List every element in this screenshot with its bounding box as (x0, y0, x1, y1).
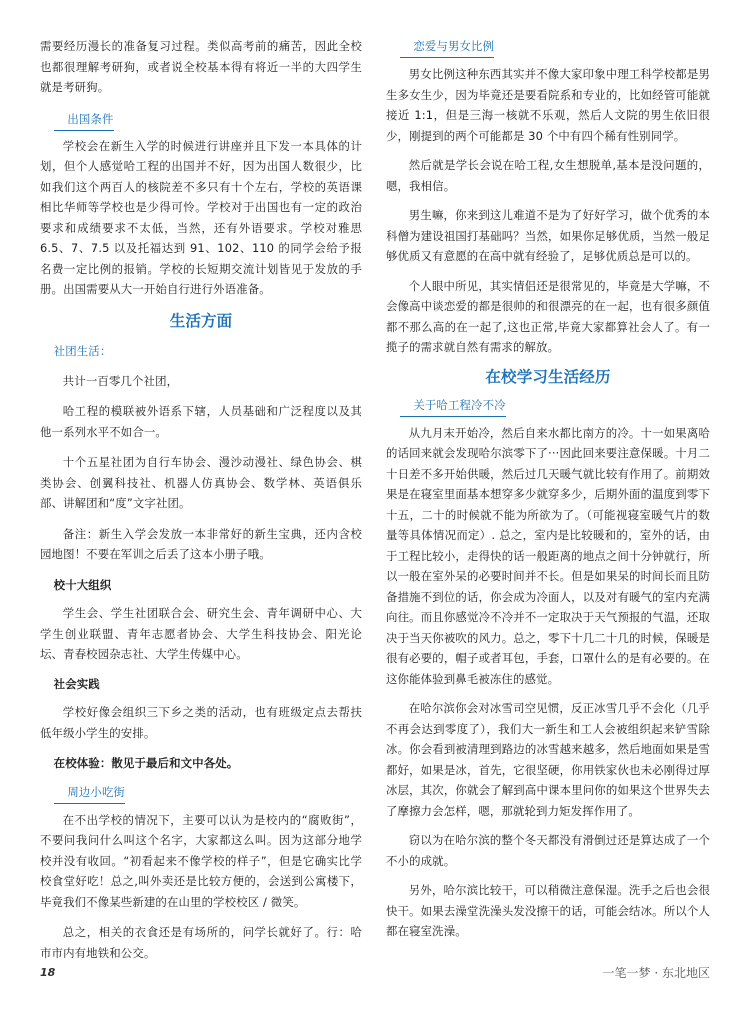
paragraph-clubs-count: 共计一百零几个社团， (62, 373, 179, 388)
paragraph-ten-organizations: 学生会、学生社团联合会、研究生会、青年调研中心、大学生创业联盟、青年志愿者协会、大学生科技协会、阳光论坛、青春校园杂志社、大学生传媒中心。 (40, 606, 362, 661)
section-title-study-life: 在校学习生活经历 (485, 367, 611, 386)
heading-clubs: 社团生活： (53, 343, 112, 358)
paragraph-cold-weather: 从九月末开始冷，然后自来水都比南方的冷。十一如果离哈的话回来就会发现哈尔滨零下了···因此回来要注意保暖。十月二十日差不多开始供暖，然后过几天暖气就比较有作用了。前期效果是在寝室里面基本想穿多少就穿多少，后期外面的温度到零下十五，二十的时候就不能为所欲为了。（可能视寝室暖气片的数量等具体情况而定）. 总之，室内是比较暖和的，室外的话，由于工程比较小，走得快的话一般距离的地点之间十分钟就行，所以一般在室外呆的必要时间并不长。但是如果呆的时间长而且防备措施不到位的话，你会成为冷面人，以及对有暖气的室内充满向往。而且你感觉冷不冷并不一定取决于天气预报的气温，还取决于当天你被吹的风力。总之，零下十几二十几的时候，保暖是很有必要的，帽子或者耳包，手套，口罩什么的是有必要的。在这你能体验到鼻毛被冻住的感觉。 (386, 425, 710, 686)
paragraph-transport: 总之，相关的衣食还是有场所的，问学长就好了。行：哈市市内有地铁和公交。 (40, 925, 362, 960)
paragraph-clubs-mun: 哈工程的模联被外语系下辖，人员基础和广泛程度以及其他一系列水平不如合一。 (40, 404, 362, 439)
section-title-life: 生活方面 (169, 311, 233, 330)
heading-ten-organizations: 校十大组织 (53, 577, 112, 592)
paragraph-couples: 个人眼中所见，其实情侣还是很常见的，毕竟是大学嘛，不会像高中谈恋爱的都是很帅的和很漂亮的在一起，也有很多颜值都不那么高的在一起了,这也正常,毕竟大家都算社会人了。有一揽子的需求就自然有需求的解放。 (386, 278, 710, 354)
paragraph-no-fall: 窃以为在哈尔滨的整个冬天都没有滑倒过还是算达成了一个不小的成就。 (386, 833, 710, 868)
paragraph-abroad: 学校会在新生入学的时候进行讲座并且下发一本具体的计划，但个人感觉哈工程的出国并不好，因为出国人数很少，比如我们这个两百人的核院差不多只有十个左右，学校的英语课相比华师等学校也是少得可怜。学校对于出国也有一定的政治要求和成绩要求不太低，当然，还有外语要求。学校对雅思6.5、7、7.5 以及托福达到 91、102、110 的同学会给予报名费一定比例的报销。学校的长短期交流计划皆见于发放的手册。出国需要从大一开始自行进行外语准备。 (40, 138, 362, 296)
page-number: 18 (40, 966, 56, 979)
paragraph-snack-street: 在不出学校的情况下，主要可以认为是校内的“腐败街”，不要问我问什么叫这个名字，大家都这么叫。因为这部分地学校并没有收回。“初看起来不像学校的样子”，但是它确实比学校食堂好吃！总之,叫外卖还是比较方便的，会送到公寓楼下，毕竟我们不像某些新建的在山里的学校校区 / 微笑。 (40, 812, 362, 909)
heading-is-it-cold: 关于哈工程冷不冷 (386, 395, 710, 417)
heading-snack-street: 周边小吃街 (40, 782, 362, 804)
heading-social-practice: 社会实践 (53, 676, 100, 691)
paragraph-clubs-five-star: 十个五星社团为自行车协会、漫沙动漫社、绿色协会、棋类协会、创翼科技社、机器人仿真协会、数学林、英语俱乐部、讲解团和“度”文字社团。 (40, 455, 362, 510)
footer-brand: 一笔一梦 · 东北地区 (602, 966, 710, 980)
paragraph-gender-ratio: 男女比例这种东西其实并不像大家印象中理工科学校都是男生多女生少，因为毕竟还是要看院系和专业的，比如经管可能就接近 1:1，但是三海一核就不乐观，然后人文院的男生依旧很少，刚提到的两个可能都是 30 个中有四个稀有性别同学。 (386, 67, 710, 143)
paragraph-intro: 需要经历漫长的准备复习过程。类似高考前的痛苦，因此全校也都很理解考研狗，或者说全校基本得有将近一半的大四学生就是考研狗。 (40, 39, 362, 94)
paragraph-campus-experience: 在校体验：散见于最后和文中各处。 (53, 756, 239, 770)
left-column (40, 36, 362, 963)
heading-love-gender-ratio: 恋爱与男女比例 (386, 36, 710, 58)
paragraph-social-practice: 学校好像会组织三下乡之类的活动，也有班级定点去帮扶低年级小学生的安排。 (40, 705, 362, 740)
right-column (386, 36, 710, 942)
paragraph-dry-climate: 另外，哈尔滨比较干，可以稍微注意保湿。洗手之后也会很快干。如果去澡堂洗澡头发没擦干的话，可能会结冰。所以个人都在寝室洗澡。 (386, 883, 710, 938)
heading-abroad-conditions: 出国条件 (40, 109, 362, 131)
paragraph-clubs-note: 备注：新生入学会发放一本非常好的新生宝典，还内含校园地图！不要在军训之后丢了这本小册子哦。 (40, 526, 362, 561)
paragraph-snow-ice: 在哈尔滨你会对冰雪司空见惯，反正冰雪几乎不会化（几乎不再会达到零度了），我们大一新生和工人会被组织起来铲雪除冰。你会看到被清理到路边的冰雪越来越多，然后地面如果是雪都好，如果是冰，首先，它很坚硬，你用铁家伙也未必刚得过厚冰层，其次，你就会了解到高中课本里问你的如果这个世界失去了摩擦力会怎样，嗯，那就轮到力矩发挥作用了。 (386, 701, 710, 818)
paragraph-dating-boys: 男生嘛，你来到这儿难道不是为了好好学习，做个优秀的本科僧为建设祖国打基础吗？当然，如果你足够优质，当然一般足够优质又有意愿的在高中就有经验了，足够优质总是可以的。 (386, 208, 710, 263)
paragraph-dating-girls: 然后就是学长会说在哈工程,女生想脱单,基本是没问题的，嗯，我相信。 (386, 158, 710, 193)
